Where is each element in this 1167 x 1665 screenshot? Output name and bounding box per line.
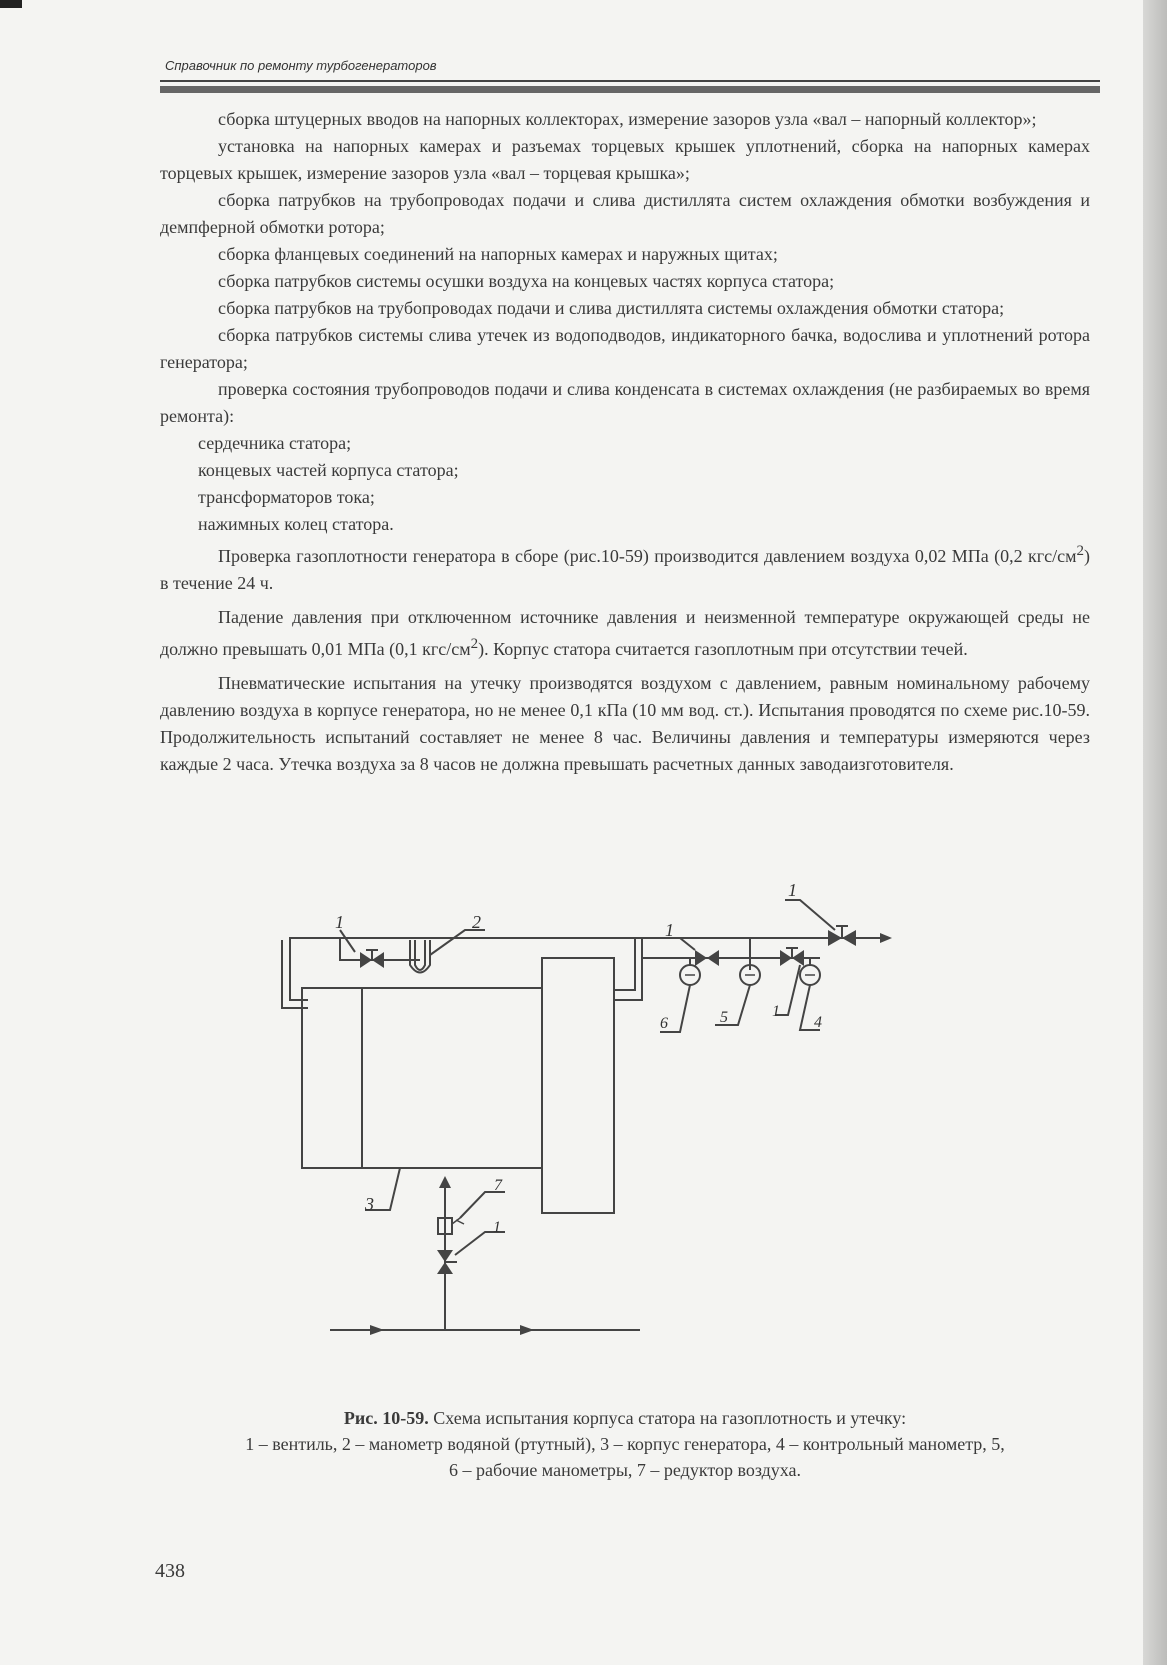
supply-arrow-right bbox=[520, 1325, 534, 1335]
body-text bbox=[160, 106, 1090, 778]
list-item: сердечника статора; bbox=[198, 433, 352, 453]
header-rule-thin bbox=[160, 80, 1100, 82]
page-number: 438 bbox=[155, 1560, 185, 1582]
figure-caption bbox=[240, 1405, 1010, 1483]
caption-legend: 1 – вентиль, 2 – манометр водяной (ртутный), 3 – корпус генератора, 4 – контрольный манометр, 5, 6 – рабочие манометры, 7 – редуктор воздуха. bbox=[245, 1434, 1005, 1480]
label-gauge-5: 5 bbox=[720, 1009, 728, 1026]
label-valve-top: 1 bbox=[788, 880, 797, 900]
outlet-arrow bbox=[880, 933, 892, 943]
label-valve-right-top: 1 bbox=[665, 920, 674, 940]
paragraph-pressure-drop: Падение давления при отключенном источнике давления и неизменной температуре окружающей среды не должно превышать 0,01 МПа (0,1 кгс/$см^2$). Корпус статора считается газоплотным при отсутствии течей. bbox=[160, 607, 1090, 659]
leader-line-valve-left bbox=[340, 930, 355, 952]
label-valve-bottom: 1 bbox=[493, 1219, 501, 1236]
list-item: сборка патрубков системы слива утечек из водоподводов, индикаторного бачка, водослива и уплотнений ротора генератора; bbox=[160, 325, 1090, 372]
caption-text: Схема испытания корпуса статора на газоплотность и утечку: bbox=[433, 1408, 907, 1428]
label-casing: 3 bbox=[365, 1194, 374, 1214]
valve-right-top bbox=[695, 950, 719, 966]
list-item: сборка патрубков на трубопроводах подачи и слива дистиллята систем охлаждения обмотки возбуждения и демпферной обмотки ротора; bbox=[160, 190, 1090, 237]
valve-bottom bbox=[437, 1250, 457, 1274]
leader-line-reducer bbox=[460, 1192, 505, 1218]
scan-page-edge bbox=[1143, 0, 1167, 1665]
valve-left bbox=[360, 950, 384, 968]
scan-corner-mark bbox=[0, 0, 22, 8]
leader-line-valve-right-top bbox=[680, 938, 695, 950]
leader-line-valve-top bbox=[785, 900, 835, 930]
test-scheme-diagram bbox=[280, 880, 900, 1390]
list-item: сборка штуцерных вводов на напорных коллекторах, измерение зазоров узла «вал – напорный коллектор»; bbox=[218, 109, 1037, 129]
label-reducer: 7 bbox=[494, 1177, 502, 1194]
list-item: сборка фланцевых соединений на напорных камерах и наружных щитах; bbox=[218, 244, 778, 264]
list-item: сборка патрубков системы осушки воздуха на концевых частях корпуса статора; bbox=[218, 271, 835, 291]
list-item: проверка состояния трубопроводов подачи и слива конденсата в системах охлаждения (не разбираемых во время ремонта): bbox=[160, 379, 1090, 426]
left-pipe-outer bbox=[282, 940, 308, 1008]
label-valve-left: 1 bbox=[335, 912, 344, 932]
list-item: трансформаторов тока; bbox=[198, 487, 375, 507]
list-item: установка на напорных камерах и разъемах торцевых крышек уплотнений, сборка на напорных камерах торцевых крышек, измерение зазоров узла «вал – торцевая крышка»; bbox=[160, 136, 1090, 183]
casing-left-section bbox=[302, 988, 362, 1168]
label-gauge-4: 4 bbox=[814, 1014, 822, 1031]
supply-arrow-left bbox=[370, 1325, 384, 1335]
list-item: концевых частей корпуса статора; bbox=[198, 460, 459, 480]
leader-line-manometer bbox=[430, 930, 485, 955]
left-pipe-inner bbox=[290, 940, 308, 1000]
valve-top bbox=[828, 926, 856, 946]
list-item: сборка патрубков на трубопроводах подачи и слива дистиллята системы охлаждения обмотки статора; bbox=[218, 298, 1005, 318]
header-rule-thick bbox=[160, 86, 1100, 93]
list-item: нажимных колец статора. bbox=[198, 514, 394, 534]
casing-right-section bbox=[542, 958, 614, 1213]
casing-center-section bbox=[362, 988, 542, 1168]
paragraph-gastight: Проверка газоплотности генератора в сборе (рис.10-59) производится давлением воздуха 0,02 МПа (0,2 кгс/$см^2$) в течение 24 ч. bbox=[160, 543, 1090, 593]
label-valve-right: 1 bbox=[772, 1003, 780, 1020]
caption-figure-number: Рис. 10-59. bbox=[343, 1408, 429, 1428]
label-gauge-6: 6 bbox=[660, 1015, 668, 1032]
water-manometer bbox=[410, 940, 430, 973]
right-pipe-outer bbox=[614, 938, 635, 990]
supply-riser-arrow bbox=[439, 1176, 451, 1188]
label-manometer-water: 2 bbox=[472, 912, 481, 932]
paragraph-pneumatic-test: Пневматические испытания на утечку производятся воздухом с давлением, равным номинальному рабочему давлению воздуха в корпусе генератора, но не менее 0,1 кПа (10 мм вод. ст.). Испытания проводятся по схеме рис.10-59. Продолжительность испытаний составляет не менее 8 час. Величины давления и температуры измеряются через каждые 2 часа. Утечка воздуха за 8 часов не должна превышать расчетных данных заводаизготовителя. bbox=[160, 673, 1090, 774]
running-header-title: Справочник по ремонту турбогенераторов bbox=[165, 58, 437, 73]
valve-right bbox=[780, 948, 804, 966]
